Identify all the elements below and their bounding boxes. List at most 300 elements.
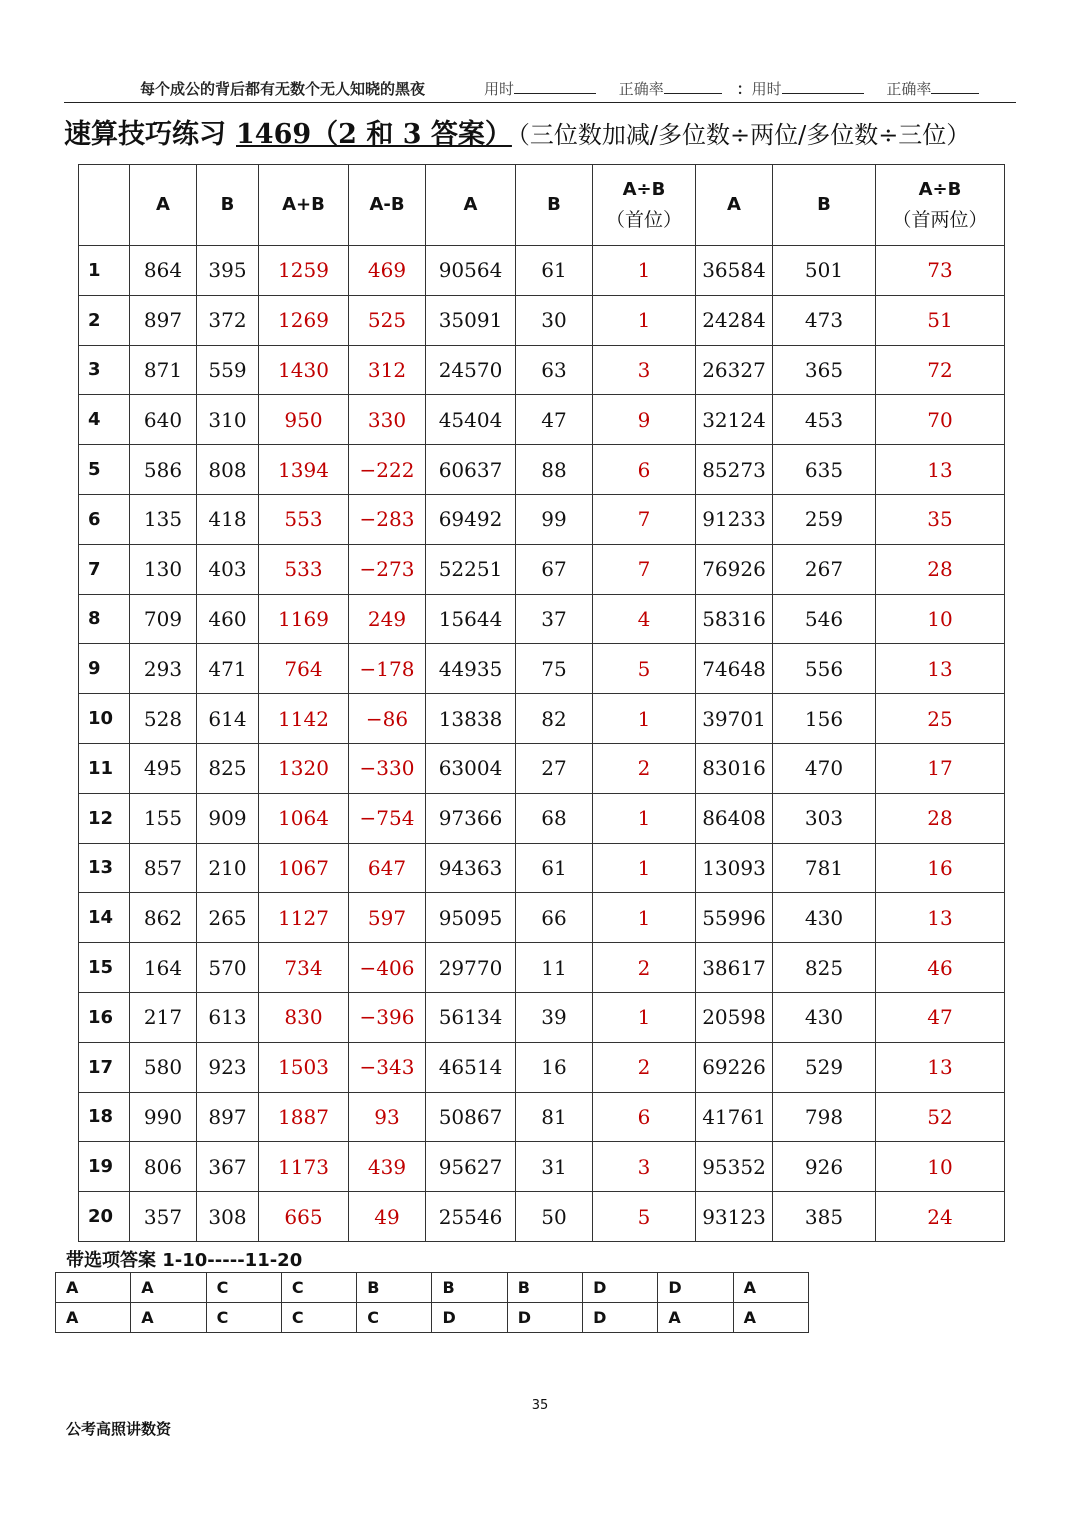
options-title: 带选项答案 1-10-----11-20 xyxy=(66,1250,303,1271)
table-row xyxy=(79,843,1005,893)
option-cell: D xyxy=(432,1303,507,1333)
option-cell: D xyxy=(658,1273,733,1303)
row-index: 19 xyxy=(79,1142,130,1192)
answer-cell: 46 xyxy=(876,943,1005,993)
value-cell: 580 xyxy=(130,1042,197,1092)
column-header-label: A-B xyxy=(369,194,405,215)
value-cell: 471 xyxy=(197,644,259,694)
answer-cell: 6 xyxy=(593,445,696,495)
value-cell: 60637 xyxy=(426,445,516,495)
answer-cell: 1067 xyxy=(259,843,349,893)
column-header xyxy=(259,165,349,246)
value-cell: 24570 xyxy=(426,345,516,395)
value-cell: 857 xyxy=(130,843,197,893)
column-header-label: A xyxy=(463,194,478,215)
value-cell: 614 xyxy=(197,694,259,744)
table-row xyxy=(79,1042,1005,1092)
answer-cell: −86 xyxy=(349,694,426,744)
accuracy-label: 正确率 xyxy=(618,80,664,98)
answer-cell: 1 xyxy=(593,246,696,296)
column-header xyxy=(516,165,593,246)
value-cell: 52251 xyxy=(426,544,516,594)
answer-cell: 24 xyxy=(876,1192,1005,1242)
column-header-label: B xyxy=(220,194,235,215)
options-row xyxy=(56,1273,809,1303)
value-cell: 29770 xyxy=(426,943,516,993)
answer-cell: 1394 xyxy=(259,445,349,495)
value-cell: 395 xyxy=(197,246,259,296)
answer-cell: 1 xyxy=(593,793,696,843)
answer-cell: 10 xyxy=(876,594,1005,644)
page-number: 35 xyxy=(531,1398,549,1413)
answer-cell: −754 xyxy=(349,793,426,843)
value-cell: 41761 xyxy=(696,1092,773,1142)
row-index: 10 xyxy=(79,694,130,744)
answer-cell: 2 xyxy=(593,743,696,793)
value-cell: 640 xyxy=(130,395,197,445)
value-cell: 90564 xyxy=(426,246,516,296)
answer-cell: 1142 xyxy=(259,694,349,744)
value-cell: 50867 xyxy=(426,1092,516,1142)
column-header-label: A xyxy=(156,194,170,215)
value-cell: 61 xyxy=(516,843,593,893)
table-row xyxy=(79,743,1005,793)
table-body xyxy=(79,246,1005,1242)
value-cell: 67 xyxy=(516,544,593,594)
value-cell: 473 xyxy=(773,295,876,345)
value-cell: 31 xyxy=(516,1142,593,1192)
value-cell: 16 xyxy=(516,1042,593,1092)
answer-cell: 6 xyxy=(593,1092,696,1142)
answer-cell: 5 xyxy=(593,644,696,694)
value-cell: 76926 xyxy=(696,544,773,594)
value-cell: 88 xyxy=(516,445,593,495)
value-cell: 871 xyxy=(130,345,197,395)
footer-text: 公考高照讲数资 xyxy=(66,1420,172,1438)
value-cell: 38617 xyxy=(696,943,773,993)
answer-cell: 553 xyxy=(259,494,349,544)
option-cell: A xyxy=(658,1303,733,1333)
answer-cell: 950 xyxy=(259,395,349,445)
value-cell: 58316 xyxy=(696,594,773,644)
options-table xyxy=(55,1272,809,1333)
answer-cell: 1430 xyxy=(259,345,349,395)
option-cell: B xyxy=(357,1273,432,1303)
answer-cell: −396 xyxy=(349,992,426,1042)
value-cell: 613 xyxy=(197,992,259,1042)
answer-cell: 7 xyxy=(593,544,696,594)
value-cell: 403 xyxy=(197,544,259,594)
value-cell: 85273 xyxy=(696,445,773,495)
value-cell: 990 xyxy=(130,1092,197,1142)
answer-cell: 28 xyxy=(876,793,1005,843)
value-cell: 13093 xyxy=(696,843,773,893)
column-header xyxy=(197,165,259,246)
table-row xyxy=(79,943,1005,993)
table-row xyxy=(79,295,1005,345)
answer-cell: 830 xyxy=(259,992,349,1042)
answer-cell: 3 xyxy=(593,345,696,395)
value-cell: 909 xyxy=(197,793,259,843)
table-row xyxy=(79,1092,1005,1142)
value-cell: 97366 xyxy=(426,793,516,843)
table-row xyxy=(79,992,1005,1042)
value-cell: 50 xyxy=(516,1192,593,1242)
value-cell: 897 xyxy=(130,295,197,345)
answer-cell: 1127 xyxy=(259,893,349,943)
value-cell: 81 xyxy=(516,1092,593,1142)
row-index: 8 xyxy=(79,594,130,644)
table-row xyxy=(79,544,1005,594)
row-index: 1 xyxy=(79,246,130,296)
time-blank xyxy=(514,79,596,94)
title-main: 速算技巧练习 xyxy=(64,119,226,150)
header-fields xyxy=(484,78,979,99)
column-header-label: A÷B xyxy=(918,178,962,200)
value-cell: 528 xyxy=(130,694,197,744)
row-index: 15 xyxy=(79,943,130,993)
value-cell: 32124 xyxy=(696,395,773,445)
table-row xyxy=(79,793,1005,843)
value-cell: 15644 xyxy=(426,594,516,644)
answer-cell: 28 xyxy=(876,544,1005,594)
column-header xyxy=(773,165,876,246)
value-cell: 923 xyxy=(197,1042,259,1092)
options-row xyxy=(56,1303,809,1333)
value-cell: 94363 xyxy=(426,843,516,893)
answer-cell: 469 xyxy=(349,246,426,296)
value-cell: 293 xyxy=(130,644,197,694)
answer-cell: −343 xyxy=(349,1042,426,1092)
value-cell: 35091 xyxy=(426,295,516,345)
value-cell: 68 xyxy=(516,793,593,843)
answer-cell: 439 xyxy=(349,1142,426,1192)
value-cell: 86408 xyxy=(696,793,773,843)
accuracy-blank-2 xyxy=(931,79,979,94)
option-cell: B xyxy=(507,1273,582,1303)
answer-cell: 4 xyxy=(593,594,696,644)
answer-cell: 1887 xyxy=(259,1092,349,1142)
answer-cell: 13 xyxy=(876,893,1005,943)
value-cell: 586 xyxy=(130,445,197,495)
options-body xyxy=(56,1273,809,1333)
value-cell: 30 xyxy=(516,295,593,345)
value-cell: 365 xyxy=(773,345,876,395)
value-cell: 559 xyxy=(197,345,259,395)
value-cell: 83016 xyxy=(696,743,773,793)
value-cell: 825 xyxy=(197,743,259,793)
value-cell: 267 xyxy=(773,544,876,594)
table-row xyxy=(79,395,1005,445)
value-cell: 781 xyxy=(773,843,876,893)
value-cell: 453 xyxy=(773,395,876,445)
value-cell: 709 xyxy=(130,594,197,644)
accuracy-label-2: 正确率 xyxy=(886,80,932,98)
value-cell: 56134 xyxy=(426,992,516,1042)
option-cell: D xyxy=(507,1303,582,1333)
column-header-sublabel: （首两位） xyxy=(892,208,988,231)
answer-cell: 70 xyxy=(876,395,1005,445)
column-header-sublabel: （首位） xyxy=(605,208,682,231)
answer-cell: −406 xyxy=(349,943,426,993)
value-cell: 470 xyxy=(773,743,876,793)
option-cell: D xyxy=(583,1303,658,1333)
value-cell: 47 xyxy=(516,395,593,445)
value-cell: 825 xyxy=(773,943,876,993)
value-cell: 91233 xyxy=(696,494,773,544)
answer-cell: 764 xyxy=(259,644,349,694)
column-header xyxy=(696,165,773,246)
answer-cell: 533 xyxy=(259,544,349,594)
time-label-2: 用时 xyxy=(751,80,782,98)
answer-cell: 734 xyxy=(259,943,349,993)
answer-cell: 665 xyxy=(259,1192,349,1242)
column-header-label: A xyxy=(727,194,741,215)
answer-cell: 73 xyxy=(876,246,1005,296)
answer-cell: 1 xyxy=(593,992,696,1042)
value-cell: 308 xyxy=(197,1192,259,1242)
column-header xyxy=(349,165,426,246)
value-cell: 501 xyxy=(773,246,876,296)
answer-cell: 525 xyxy=(349,295,426,345)
option-cell: C xyxy=(206,1273,281,1303)
value-cell: 460 xyxy=(197,594,259,644)
row-index: 14 xyxy=(79,893,130,943)
option-cell: B xyxy=(432,1273,507,1303)
answer-cell: 13 xyxy=(876,1042,1005,1092)
value-cell: 45404 xyxy=(426,395,516,445)
table-row xyxy=(79,445,1005,495)
column-header xyxy=(876,165,1005,246)
value-cell: 25546 xyxy=(426,1192,516,1242)
value-cell: 156 xyxy=(773,694,876,744)
title-subtitle: （三位数加减/多位数÷两位/多位数÷三位） xyxy=(517,121,971,149)
value-cell: 864 xyxy=(130,246,197,296)
table-row xyxy=(79,1142,1005,1192)
exercise-table xyxy=(78,164,1005,1242)
answer-cell: 17 xyxy=(876,743,1005,793)
value-cell: 798 xyxy=(773,1092,876,1142)
value-cell: 808 xyxy=(197,445,259,495)
table-row xyxy=(79,1192,1005,1242)
row-index: 16 xyxy=(79,992,130,1042)
answer-cell: 1169 xyxy=(259,594,349,644)
value-cell: 74648 xyxy=(696,644,773,694)
value-cell: 367 xyxy=(197,1142,259,1192)
row-index: 6 xyxy=(79,494,130,544)
value-cell: 897 xyxy=(197,1092,259,1142)
value-cell: 372 xyxy=(197,295,259,345)
column-header-label: B xyxy=(817,194,831,215)
table-row xyxy=(79,345,1005,395)
option-cell: D xyxy=(583,1273,658,1303)
answer-cell: 52 xyxy=(876,1092,1005,1142)
table-row xyxy=(79,694,1005,744)
value-cell: 63 xyxy=(516,345,593,395)
row-index: 17 xyxy=(79,1042,130,1092)
answer-cell: 1173 xyxy=(259,1142,349,1192)
answer-cell: 2 xyxy=(593,1042,696,1092)
column-header-label: A+B xyxy=(282,194,325,215)
value-cell: 44935 xyxy=(426,644,516,694)
value-cell: 39701 xyxy=(696,694,773,744)
answer-cell: 49 xyxy=(349,1192,426,1242)
answer-cell: 25 xyxy=(876,694,1005,744)
row-index: 2 xyxy=(79,295,130,345)
column-header xyxy=(593,165,696,246)
option-cell: A xyxy=(131,1273,206,1303)
value-cell: 635 xyxy=(773,445,876,495)
value-cell: 418 xyxy=(197,494,259,544)
value-cell: 95095 xyxy=(426,893,516,943)
answer-cell: −330 xyxy=(349,743,426,793)
value-cell: 926 xyxy=(773,1142,876,1192)
value-cell: 495 xyxy=(130,743,197,793)
value-cell: 95352 xyxy=(696,1142,773,1192)
answer-cell: 330 xyxy=(349,395,426,445)
option-cell: A xyxy=(131,1303,206,1333)
header-motto: 每个成公的背后都有无数个无人知晓的黑夜 xyxy=(140,80,426,98)
answer-cell: 16 xyxy=(876,843,1005,893)
value-cell: 303 xyxy=(773,793,876,843)
row-index: 5 xyxy=(79,445,130,495)
row-index: 4 xyxy=(79,395,130,445)
value-cell: 99 xyxy=(516,494,593,544)
row-index: 11 xyxy=(79,743,130,793)
answer-cell: 47 xyxy=(876,992,1005,1042)
answer-cell: 13 xyxy=(876,644,1005,694)
value-cell: 430 xyxy=(773,992,876,1042)
value-cell: 546 xyxy=(773,594,876,644)
answer-cell: 1269 xyxy=(259,295,349,345)
option-cell: A xyxy=(733,1273,808,1303)
value-cell: 36584 xyxy=(696,246,773,296)
answer-cell: −283 xyxy=(349,494,426,544)
value-cell: 164 xyxy=(130,943,197,993)
row-index: 12 xyxy=(79,793,130,843)
answer-cell: 1 xyxy=(593,295,696,345)
row-index: 13 xyxy=(79,843,130,893)
table-header-row xyxy=(79,165,1005,246)
accuracy-blank xyxy=(664,79,722,94)
value-cell: 11 xyxy=(516,943,593,993)
answer-cell: 10 xyxy=(876,1142,1005,1192)
value-cell: 155 xyxy=(130,793,197,843)
value-cell: 806 xyxy=(130,1142,197,1192)
answer-cell: 72 xyxy=(876,345,1005,395)
row-index: 3 xyxy=(79,345,130,395)
answer-cell: 93 xyxy=(349,1092,426,1142)
answer-cell: 3 xyxy=(593,1142,696,1192)
value-cell: 46514 xyxy=(426,1042,516,1092)
option-cell: A xyxy=(56,1303,131,1333)
answer-cell: 51 xyxy=(876,295,1005,345)
value-cell: 24284 xyxy=(696,295,773,345)
header-separator: ： xyxy=(736,80,752,98)
value-cell: 265 xyxy=(197,893,259,943)
answer-cell: 35 xyxy=(876,494,1005,544)
time-blank-2 xyxy=(782,79,864,94)
time-label: 用时 xyxy=(484,80,515,98)
answer-cell: 7 xyxy=(593,494,696,544)
value-cell: 357 xyxy=(130,1192,197,1242)
table-row xyxy=(79,594,1005,644)
option-cell: C xyxy=(206,1303,281,1333)
answer-cell: 1064 xyxy=(259,793,349,843)
value-cell: 63004 xyxy=(426,743,516,793)
table-row xyxy=(79,644,1005,694)
value-cell: 75 xyxy=(516,644,593,694)
title-number: 1469（2 和 3 答案） xyxy=(236,119,512,150)
option-cell: A xyxy=(733,1303,808,1333)
option-cell: C xyxy=(357,1303,432,1333)
answer-cell: 1320 xyxy=(259,743,349,793)
answer-cell: 13 xyxy=(876,445,1005,495)
value-cell: 55996 xyxy=(696,893,773,943)
value-cell: 217 xyxy=(130,992,197,1042)
value-cell: 82 xyxy=(516,694,593,744)
answer-cell: 1 xyxy=(593,694,696,744)
value-cell: 385 xyxy=(773,1192,876,1242)
answer-cell: 597 xyxy=(349,893,426,943)
value-cell: 39 xyxy=(516,992,593,1042)
value-cell: 259 xyxy=(773,494,876,544)
value-cell: 529 xyxy=(773,1042,876,1092)
value-cell: 69226 xyxy=(696,1042,773,1092)
answer-cell: 5 xyxy=(593,1192,696,1242)
column-header xyxy=(130,165,197,246)
answer-cell: 312 xyxy=(349,345,426,395)
value-cell: 93123 xyxy=(696,1192,773,1242)
value-cell: 135 xyxy=(130,494,197,544)
value-cell: 26327 xyxy=(696,345,773,395)
column-header xyxy=(79,165,130,246)
answer-cell: 249 xyxy=(349,594,426,644)
column-header-label: B xyxy=(547,194,561,215)
option-cell: C xyxy=(281,1273,356,1303)
row-index: 18 xyxy=(79,1092,130,1142)
answer-cell: 1259 xyxy=(259,246,349,296)
value-cell: 556 xyxy=(773,644,876,694)
table-row xyxy=(79,494,1005,544)
value-cell: 570 xyxy=(197,943,259,993)
answer-cell: 1503 xyxy=(259,1042,349,1092)
answer-cell: −222 xyxy=(349,445,426,495)
column-header-label: A÷B xyxy=(622,178,666,200)
value-cell: 862 xyxy=(130,893,197,943)
table-row xyxy=(79,246,1005,296)
answer-cell: 2 xyxy=(593,943,696,993)
row-index: 7 xyxy=(79,544,130,594)
value-cell: 69492 xyxy=(426,494,516,544)
value-cell: 37 xyxy=(516,594,593,644)
value-cell: 430 xyxy=(773,893,876,943)
table-row xyxy=(79,893,1005,943)
answer-cell: 9 xyxy=(593,395,696,445)
page-title xyxy=(64,112,970,151)
option-cell: A xyxy=(56,1273,131,1303)
value-cell: 310 xyxy=(197,395,259,445)
option-cell: C xyxy=(281,1303,356,1333)
value-cell: 95627 xyxy=(426,1142,516,1192)
value-cell: 27 xyxy=(516,743,593,793)
value-cell: 66 xyxy=(516,893,593,943)
answer-cell: −178 xyxy=(349,644,426,694)
answer-cell: 1 xyxy=(593,893,696,943)
value-cell: 130 xyxy=(130,544,197,594)
value-cell: 210 xyxy=(197,843,259,893)
value-cell: 61 xyxy=(516,246,593,296)
